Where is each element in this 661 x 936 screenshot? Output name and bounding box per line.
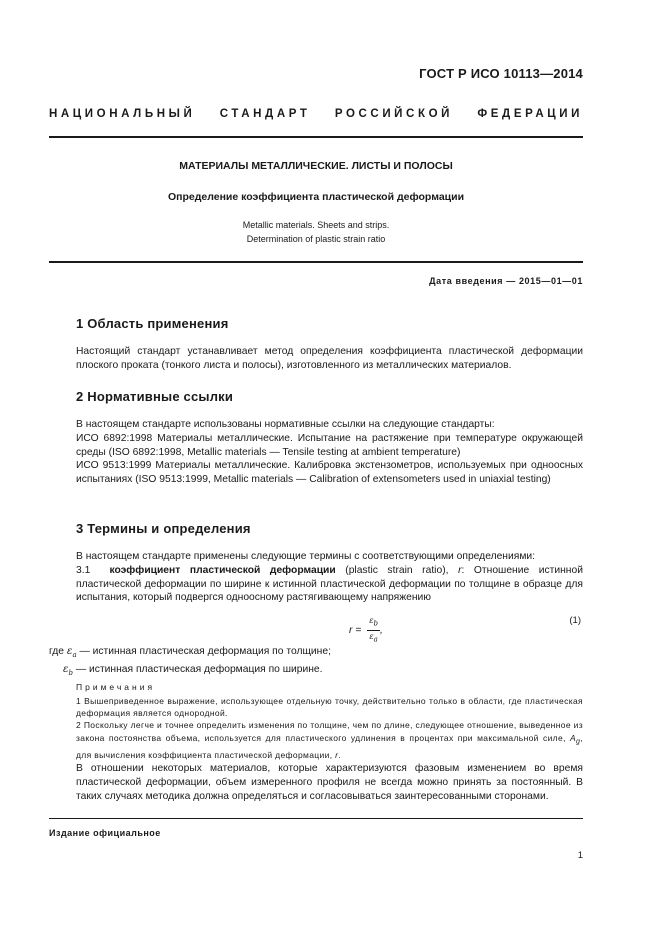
note-2-text: 2 Поскольку легче и точнее определить изменения по толщине, чем по длине, следующее отношение, выведенное из закона постоянства объема, используется для пластического удлинения в процентах при максимальной силе, xyxy=(76,720,583,743)
legend-where: где xyxy=(49,646,65,657)
formula-1 xyxy=(49,612,583,644)
note-2: 2 Поскольку легче и точнее определить изменения по толщине, чем по длине, следующее отношение, выведенное из закона постоянства объема, используется для пластического удлинения в процентах при максимальной силе, $A_g$, для вычисления коэффициента пластической деформации, r. xyxy=(76,720,583,760)
official-edition-label: Издание официальное xyxy=(49,828,161,838)
top-rule xyxy=(49,136,583,138)
closing-paragraph xyxy=(49,762,583,803)
closing-text: В отношении некоторых материалов, которые характеризуются фазовым изменением во время пластической деформации, объем измеренного профиля не всегда можно принять за постоянный. В таких случаях методика должна определяться и согласовываться заинтересованными сторонами. xyxy=(76,763,583,802)
formula-numerator: $\varepsilon_b$ xyxy=(367,615,380,631)
section-2-heading: 2 Нормативные ссылки xyxy=(76,389,234,404)
document-code: ГОСТ Р ИСО 10113—2014 xyxy=(419,66,583,81)
page-number: 1 xyxy=(577,850,583,861)
notes-body xyxy=(49,695,583,761)
term-number: 3.1 xyxy=(76,564,91,576)
document-subtitle: Определение коэффициента пластической деформации xyxy=(167,191,465,203)
section-1-text xyxy=(49,345,583,373)
term-english: (plastic strain ratio), xyxy=(345,564,449,576)
national-standard-banner: НАЦИОНАЛЬНЫЙ СТАНДАРТ РОССИЙСКОЙ ФЕДЕРАЦИИ xyxy=(49,108,583,120)
legend-a-text: — истинная пластическая деформация по толщине; xyxy=(79,646,331,657)
formula-fraction xyxy=(367,615,380,645)
section-2-lead: В настоящем стандарте использованы нормативные ссылки на следующие стандарты: xyxy=(76,419,495,430)
section-1-paragraph: Настоящий стандарт устанавливает метод определения коэффициента пластической деформации плоского проката (тонкого листа и полосы), изготовленного из металлических материалов. xyxy=(76,346,583,371)
formula-tail: , xyxy=(379,624,383,636)
legend-epsilon-a xyxy=(49,645,583,663)
legend-epsilon-b xyxy=(49,663,583,681)
note-2-symbol-ag: $A_g$ xyxy=(569,732,581,746)
term-definition: : Отношение истинной пластической деформации по ширине к истинной пластической деформации по толщине в образце для испытания, который подвергся одноосному растягивающему напряжению xyxy=(76,564,583,604)
section-3-heading: 3 Термины и определения xyxy=(76,521,251,536)
introduction-date: Дата введения — 2015—01—01 xyxy=(429,276,583,286)
formula-number: (1) xyxy=(569,615,581,626)
formula-lhs: r = xyxy=(349,624,362,636)
term-3-1 xyxy=(49,564,583,605)
section-2-text xyxy=(49,418,583,487)
epsilon-a-symbol: $\varepsilon_a$ xyxy=(66,645,77,660)
formula-denominator: $\varepsilon_a$ xyxy=(369,631,378,644)
legend-b-text: — истинная пластическая деформация по ширине. xyxy=(75,663,323,675)
note-2-symbol-r: r xyxy=(335,749,339,760)
notes-heading: Примечания xyxy=(76,682,156,692)
section-3-lead: В настоящем стандарте применены следующие термины с соответствующими определениями: xyxy=(76,551,536,562)
title-rule xyxy=(49,261,583,263)
section-3-text xyxy=(49,550,583,605)
note-2-tail: , для вычисления коэффициента пластической деформации, xyxy=(76,732,583,760)
english-title-line1: Metallic materials. Sheets and strips. xyxy=(242,220,390,230)
note-1: 1 Вышеприведенное выражение, использующее отдельную точку, действительно только в области, где пластическая деформация является однородной. xyxy=(76,696,583,719)
english-title xyxy=(49,218,583,246)
footer-rule xyxy=(49,818,583,819)
epsilon-b-symbol: $\varepsilon_b$ xyxy=(63,662,74,677)
english-title-line2: Determination of plastic strain ratio xyxy=(246,234,386,244)
reference-iso-9513: ИСО 9513:1999 Материалы металлические. Калибровка экстензометров, используемых при одноосных испытаниях (ISO 9513:1999, Metallic materials — Calibration of extensometers used in uniaxial testing) xyxy=(76,460,583,486)
document-title: МАТЕРИАЛЫ МЕТАЛЛИЧЕСКИЕ. ЛИСТЫ И ПОЛОСЫ xyxy=(179,160,453,172)
term-name: коэффициент пластической деформации xyxy=(109,564,336,576)
reference-iso-6892: ИСО 6892:1998 Материалы металлические. Испытание на растяжение при температуре окружающей среды (ISO 6892:1998, Metallic materials — Tensile testing at ambient temperature) xyxy=(76,432,583,458)
term-symbol: r xyxy=(458,564,462,576)
formula-legend xyxy=(49,645,583,681)
section-1-heading: 1 Область применения xyxy=(76,316,229,331)
formula-expression xyxy=(349,615,383,645)
